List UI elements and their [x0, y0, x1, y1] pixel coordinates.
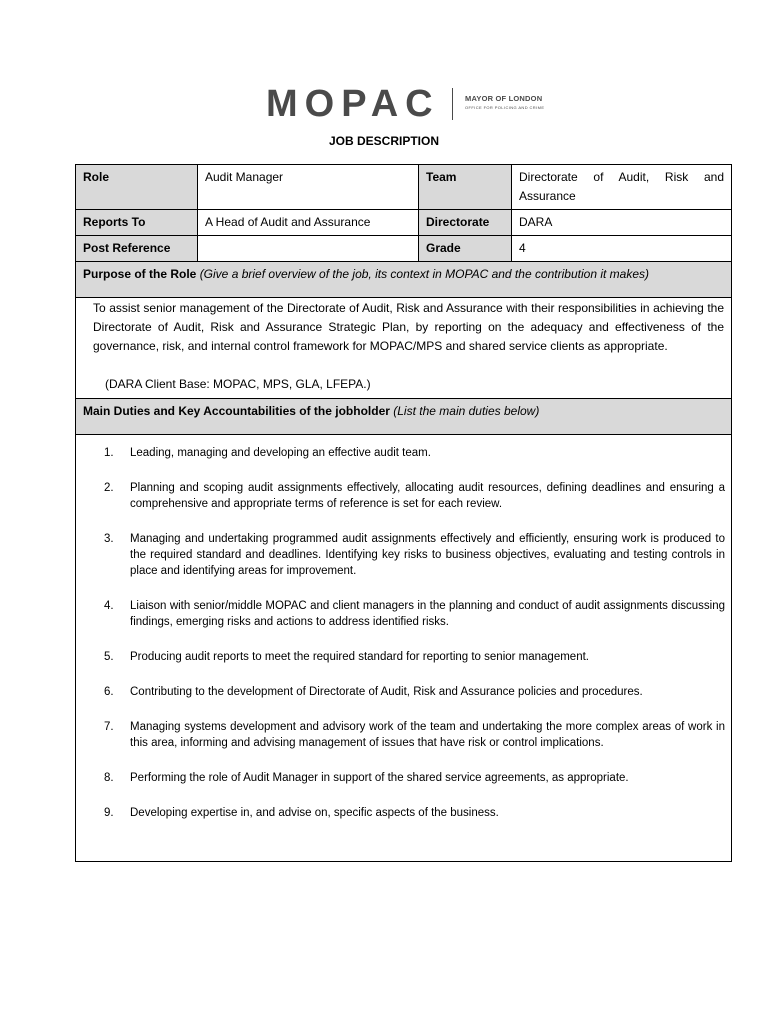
duty-item: [104, 598, 725, 630]
duty-item: [104, 445, 725, 461]
duty-item: [104, 719, 725, 751]
duties-cell: [76, 435, 732, 862]
row-post-reference: [76, 236, 732, 262]
duty-number: 5.: [104, 651, 114, 663]
mopac-logo: MOPAC: [266, 83, 440, 125]
duties-list: [104, 445, 725, 821]
purpose-text: To assist senior management of the Directorate of Audit, Risk and Assurance with their responsibilities in achieving the Directorate of Audit, Risk and Assurance Strategic Plan, by reporting on the adequacy and effectiveness of the governance, risk, and internal control framework for MOPAC/MPS and shared service clients as appropriate.: [93, 301, 724, 353]
duty-text: Performing the role of Audit Manager in support of the shared service agreements, as appropriate.: [130, 772, 629, 784]
purpose-heading: Purpose of the Role: [83, 267, 197, 281]
row-purpose-body: [76, 298, 732, 399]
row-role: [76, 165, 732, 210]
purpose-hint: (Give a brief overview of the job, its context in MOPAC and the contribution it makes): [199, 267, 649, 281]
duty-number: 6.: [104, 686, 114, 698]
duty-text: Managing and undertaking programmed audit assignments effectively and efficiently, ensuring work is produced to the required standard and deadlines. Identifying key risks to business objectives, evaluating and testing controls in place and identifying areas for improvement.: [130, 533, 725, 577]
duty-item: [104, 480, 725, 512]
duty-number: 8.: [104, 772, 114, 784]
role-label: Role: [76, 165, 198, 210]
duty-item: [104, 805, 725, 821]
header: [0, 82, 768, 126]
duty-text: Leading, managing and developing an effective audit team.: [130, 447, 431, 459]
duty-text: Liaison with senior/middle MOPAC and client managers in the planning and conduct of audit assignments discussing findings, emerging risks and actions to address identified risks.: [130, 600, 725, 628]
purpose-heading-cell: [76, 262, 732, 298]
grade-label: Grade: [419, 236, 512, 262]
reports-to-value: A Head of Audit and Assurance: [198, 210, 419, 236]
row-duties-heading: [76, 399, 732, 435]
role-value: Audit Manager: [198, 165, 419, 210]
duty-text: Developing expertise in, and advise on, specific aspects of the business.: [130, 807, 499, 819]
directorate-label: Directorate: [419, 210, 512, 236]
duty-number: 3.: [104, 533, 114, 545]
duty-number: 2.: [104, 482, 114, 494]
duty-number: 7.: [104, 721, 114, 733]
logo-divider: [452, 88, 453, 120]
post-reference-label: Post Reference: [76, 236, 198, 262]
duty-text: Managing systems development and advisory work of the team and undertaking the more complex areas of work in this area, informing and advising management of issues that have risk or control implications.: [130, 721, 725, 749]
row-purpose-heading: [76, 262, 732, 298]
mayor-of-london-logo: [465, 94, 544, 110]
duty-text: Contributing to the development of Directorate of Audit, Risk and Assurance policies and procedures.: [130, 686, 643, 698]
team-label: Team: [419, 165, 512, 210]
reports-to-label: Reports To: [76, 210, 198, 236]
duties-heading: Main Duties and Key Accountabilities of the jobholder: [83, 404, 390, 418]
org-line1: MAYOR OF LONDON: [465, 94, 543, 103]
duty-text: Producing audit reports to meet the required standard for reporting to senior management.: [130, 651, 589, 663]
duty-number: 1.: [104, 447, 114, 459]
grade-value: 4: [512, 236, 732, 262]
directorate-value: DARA: [512, 210, 732, 236]
duty-item: [104, 684, 725, 700]
duty-number: 4.: [104, 600, 114, 612]
row-reports-to: [76, 210, 732, 236]
org-line2: OFFICE FOR POLICING AND CRIME: [465, 105, 545, 110]
purpose-body-cell: [76, 298, 732, 399]
client-base: (DARA Client Base: MOPAC, MPS, GLA, LFEPA.): [105, 377, 371, 391]
duty-item: [104, 770, 725, 786]
job-description-table: [75, 164, 732, 862]
duties-hint: (List the main duties below): [393, 404, 540, 418]
team-value: Directorate of Audit, Risk and Assurance: [512, 165, 732, 210]
duty-item: [104, 531, 725, 579]
duties-heading-cell: [76, 399, 732, 435]
duty-item: [104, 649, 725, 665]
duty-text: Planning and scoping audit assignments effectively, allocating audit resources, defining deadlines and ensuring a comprehensive and appropriate terms of reference is set for each review.: [130, 482, 725, 510]
row-duties-list: [76, 435, 732, 862]
duty-number: 9.: [104, 807, 114, 819]
document-title: JOB DESCRIPTION: [328, 134, 439, 148]
post-reference-value: [198, 236, 419, 262]
